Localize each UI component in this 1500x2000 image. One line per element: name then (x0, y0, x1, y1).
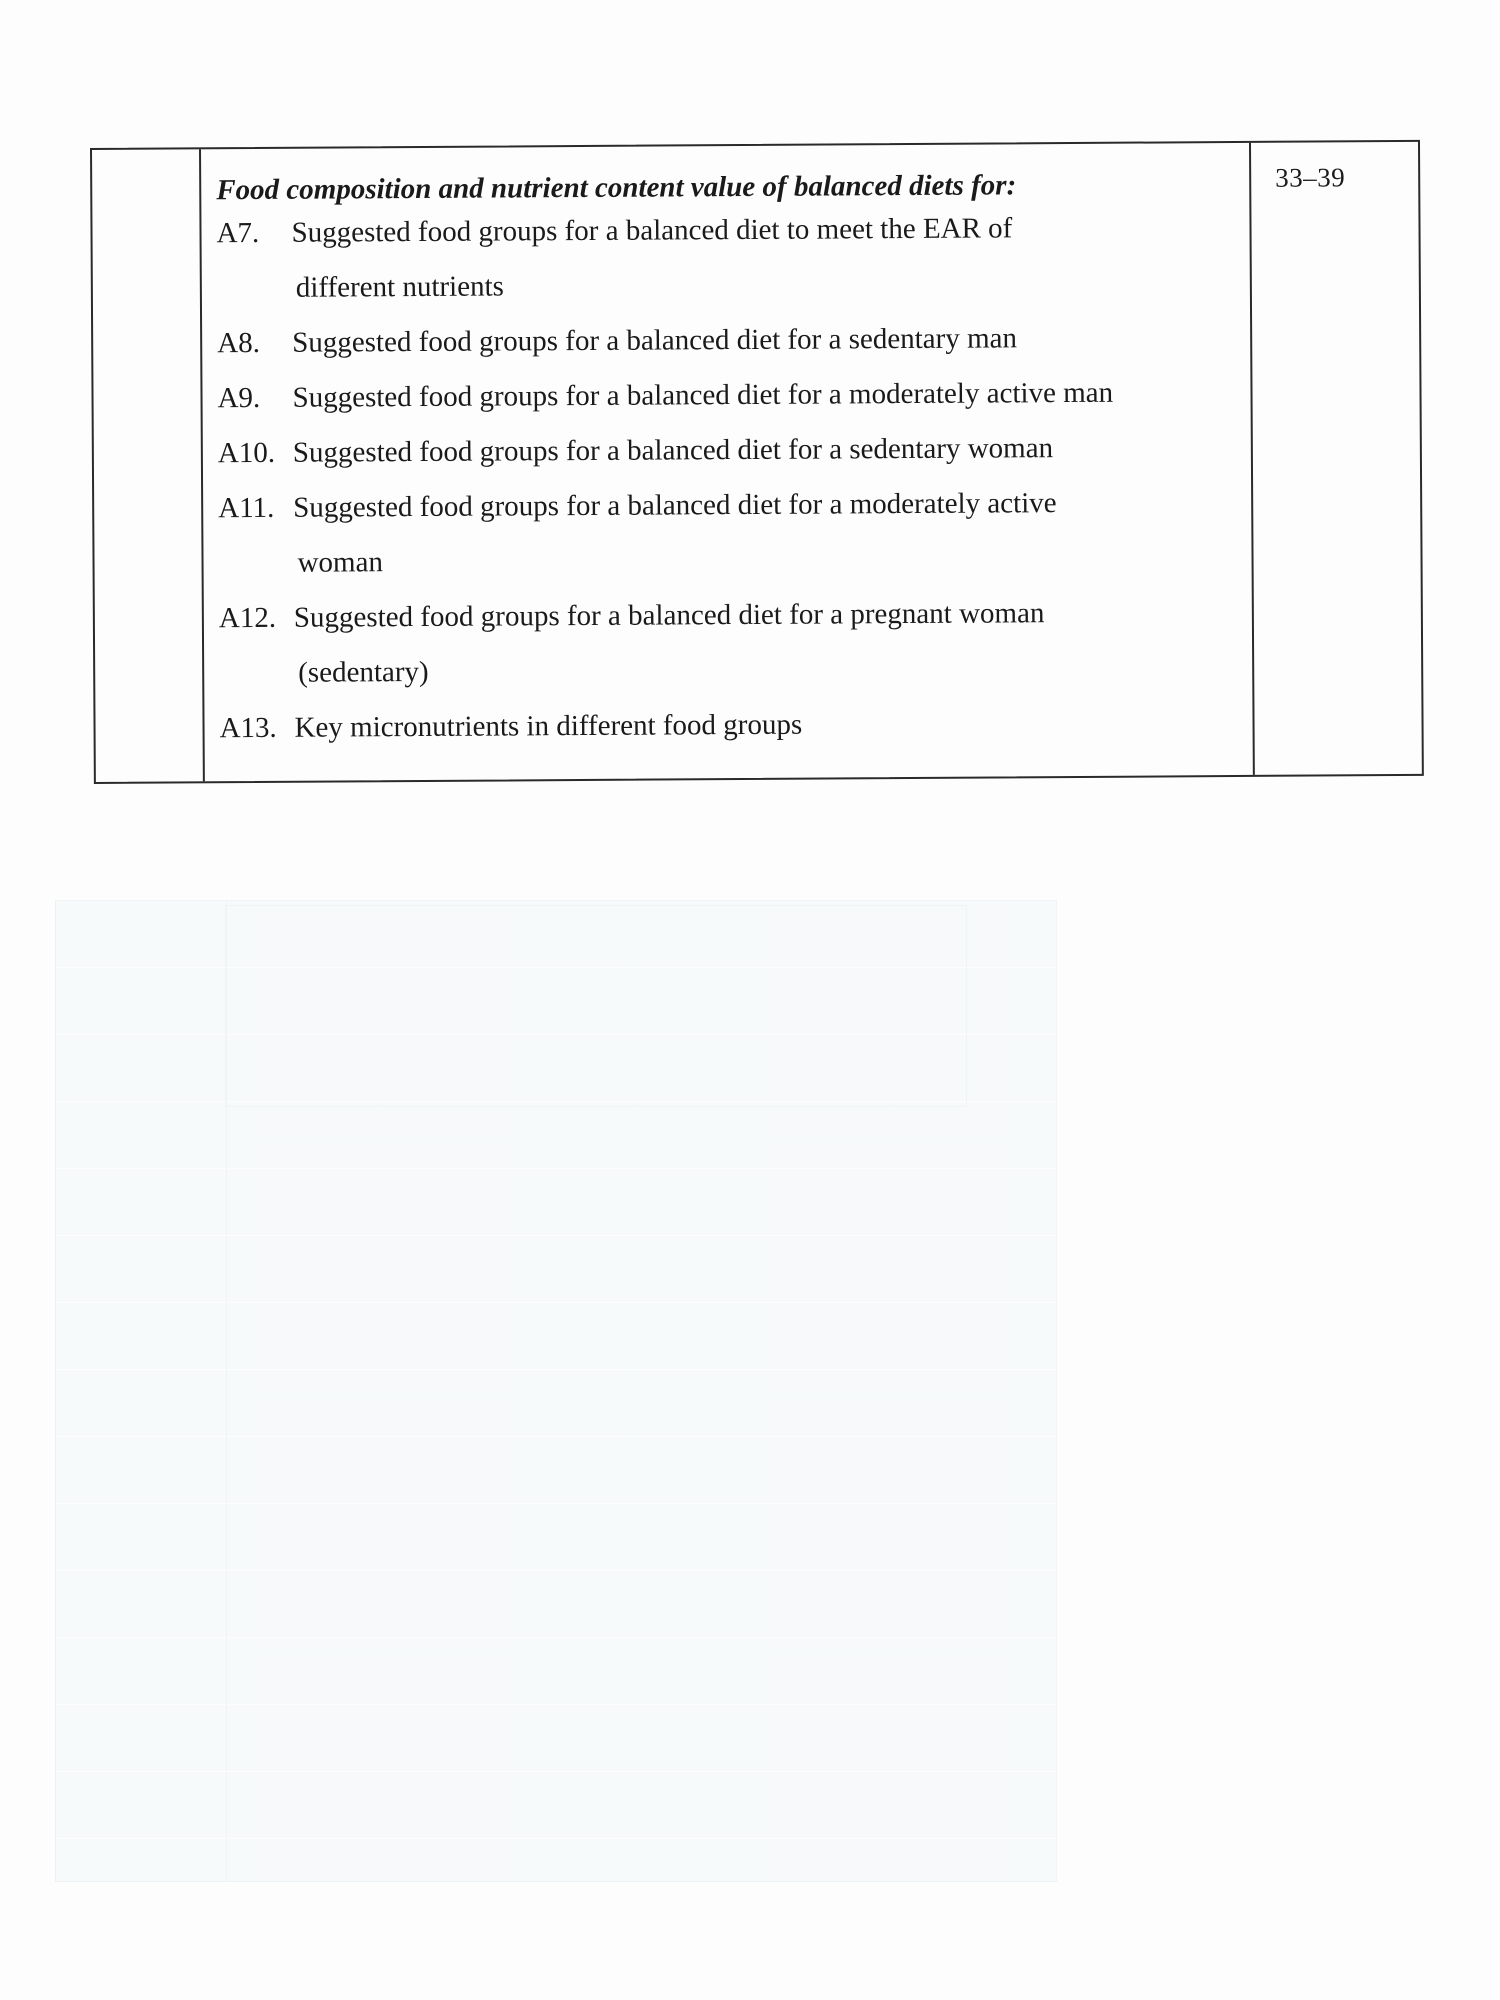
contents-cell (216, 165, 1250, 763)
list-item (219, 592, 1250, 693)
entry-number: A13. (219, 711, 277, 745)
column-divider-left (199, 149, 205, 781)
list-item (218, 427, 1248, 473)
column-divider-right (1249, 143, 1255, 775)
entry-line: Suggested food groups for a balanced diet to meet the EAR of (291, 212, 1013, 249)
section-heading: Food composition and nutrient content value of balanced diets for: (216, 169, 1017, 207)
page-range: 33–39 (1275, 162, 1346, 193)
entry-number: A12. (218, 601, 277, 635)
list-item (219, 702, 1249, 748)
entry-text (291, 207, 1247, 308)
list-item (216, 207, 1247, 308)
entry-text (294, 592, 1250, 693)
entry-text: Suggested food groups for a balanced diet for a sedentary man (292, 322, 1018, 359)
list-item (218, 482, 1249, 583)
contents-table (90, 140, 1424, 784)
entry-text: Suggested food groups for a balanced diet for a sedentary woman (292, 432, 1054, 469)
entry-number: A9. (217, 381, 261, 415)
entry-line: Suggested food groups for a balanced diet for a moderately active (293, 487, 1057, 524)
entry-text: Key micronutrients in different food groups (294, 708, 803, 744)
entry-line-continued: (sedentary) (298, 655, 429, 689)
list-item (217, 372, 1247, 418)
entry-line-continued: different nutrients (295, 270, 504, 304)
entry-text: Suggested food groups for a balanced diet for a moderately active man (292, 376, 1114, 414)
entry-line: Suggested food groups for a balanced diet for a pregnant woman (293, 597, 1045, 634)
entry-number: A11. (218, 491, 275, 525)
list-item (217, 317, 1247, 363)
entry-line-continued: woman (297, 546, 384, 579)
entry-number: A8. (217, 326, 260, 360)
entry-text (293, 482, 1249, 583)
entry-number: A10. (217, 436, 276, 470)
bleed-through-box (225, 905, 967, 1107)
entry-number: A7. (216, 216, 260, 250)
